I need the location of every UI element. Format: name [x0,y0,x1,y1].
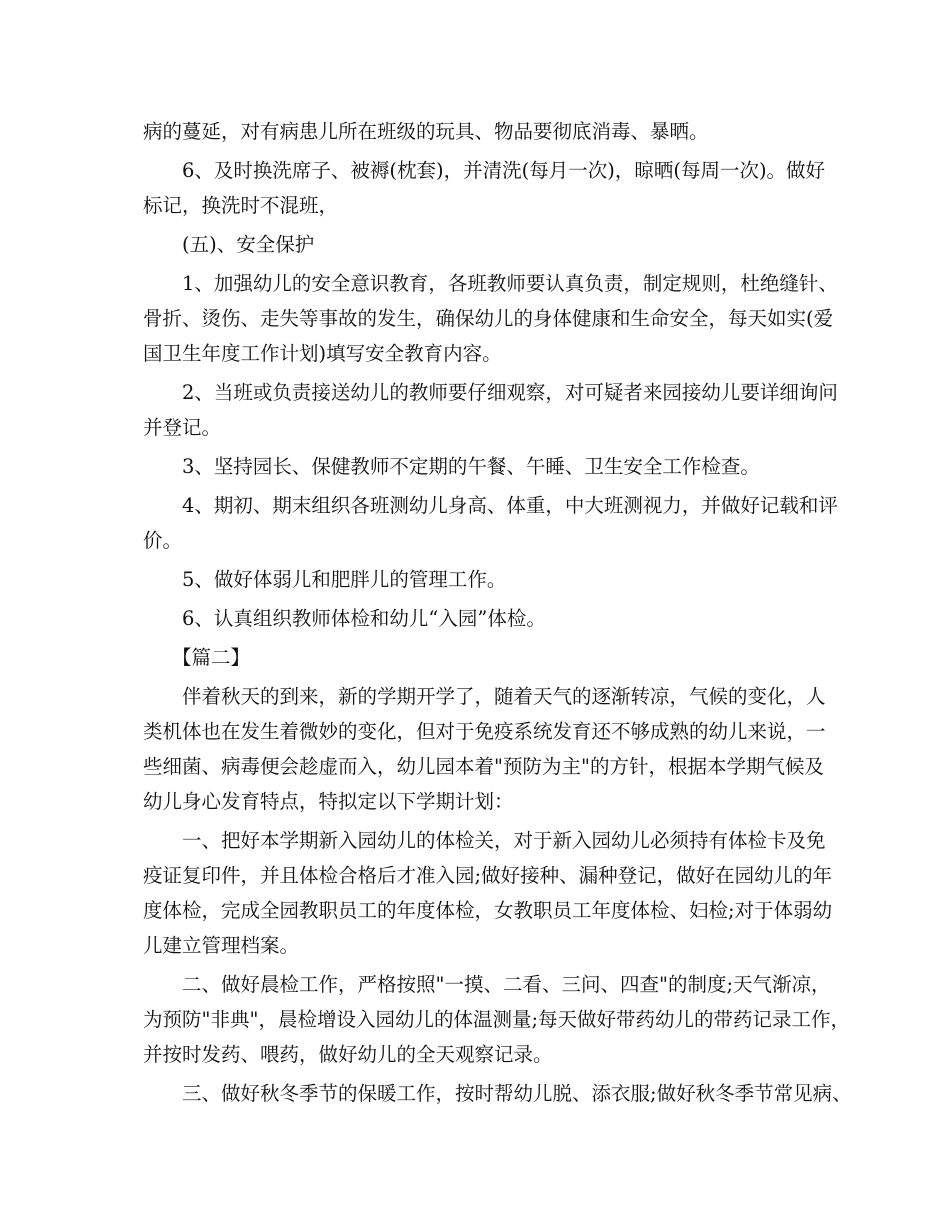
text-line: 2、当班或负责接送幼儿的教师要仔细观察，对可疑者来园接幼儿要详细询问 [182,381,838,404]
section-heading [143,640,823,675]
paragraph [143,1076,852,1111]
text-line: 6、认真组织教师体检和幼儿“入园”体检。 [182,607,546,630]
paragraph [143,562,823,597]
text-line: 病的蔓延，对有病患儿所在班级的玩具、物品要彻底消毒、暴晒。 [143,120,709,143]
text-line: 些细菌、病毒便会趁虚而入，幼儿园本着"预防为主"的方针，根据本学期气候及 [143,755,824,778]
text-line: 为预防"非典"，晨检增设入园幼儿的体温测量;每天做好带药幼儿的带药记录工作， [143,1008,851,1031]
paragraph [143,375,838,445]
text-line: 3、坚持园长、保健教师不定期的午餐、午睡、卫生安全工作检查。 [182,455,760,478]
text-line: 5、做好体弱儿和肥胖儿的管理工作。 [182,568,507,591]
document-body [143,114,852,1115]
paragraph [143,153,826,223]
text-line: 类机体也在发生着微妙的变化，但对于免疫系统发育还不够成熟的幼儿来说，一 [143,720,826,743]
text-line: 并按时发药、喂药，做好幼儿的全天观察记录。 [143,1043,553,1066]
paragraph [143,823,833,963]
paragraph [143,114,823,149]
paragraph [143,601,823,636]
text-line: 1、加强幼儿的安全意识教育，各班教师要认真负责，制定规则，杜绝缝针、 [182,272,838,295]
text-line: (五)、安全保护 [182,233,315,256]
paragraph [143,679,826,819]
text-line: 疫证复印件，并且体检合格后才准入园;做好接种、漏种登记，做好在园幼儿的年 [143,864,833,887]
text-line: 价。 [143,529,183,552]
text-line: 度体检，完成全园教职员工的年度体检，女教职员工年度体检、妇检;对于体弱幼 [143,899,833,922]
text-line: 标记，换洗时不混班， [143,194,339,217]
paragraph [143,266,838,371]
text-line: 儿建立管理档案。 [143,934,300,957]
text-line: 国卫生年度工作计划)填写安全教育内容。 [143,342,502,365]
paragraph [143,449,823,484]
text-line: 4、期初、期末组织各班测幼儿身高、体重，中大班测视力，并做好记载和评 [182,494,838,517]
text-line: 幼儿身心发育特点，特拟定以下学期计划： [143,790,514,813]
text-line: 一、把好本学期新入园幼儿的体检关，对于新入园幼儿必须持有体检卡及免 [182,829,826,852]
paragraph [143,227,823,262]
text-line: 伴着秋天的到来，新的学期开学了，随着天气的逐渐转凉，气候的变化，人 [182,685,826,708]
paragraph [143,967,851,1072]
text-line: 三、做好秋冬季节的保暖工作，按时帮幼儿脱、添衣服;做好秋冬季节常见病、 [182,1082,852,1105]
text-line: 【篇二】 [172,646,251,669]
text-line: 二、做好晨检工作，严格按照"一摸、二看、三问、四查"的制度;天气渐凉， [182,973,831,996]
paragraph [143,488,838,558]
text-line: 骨折、烫伤、走失等事故的发生，确保幼儿的身体健康和生命安全，每天如实(爱 [143,307,834,330]
text-line: 并登记。 [143,416,222,439]
text-line: 6、及时换洗席子、被褥(枕套)，并清洗(每月一次)，晾晒(每周一次)。做好 [182,159,826,182]
